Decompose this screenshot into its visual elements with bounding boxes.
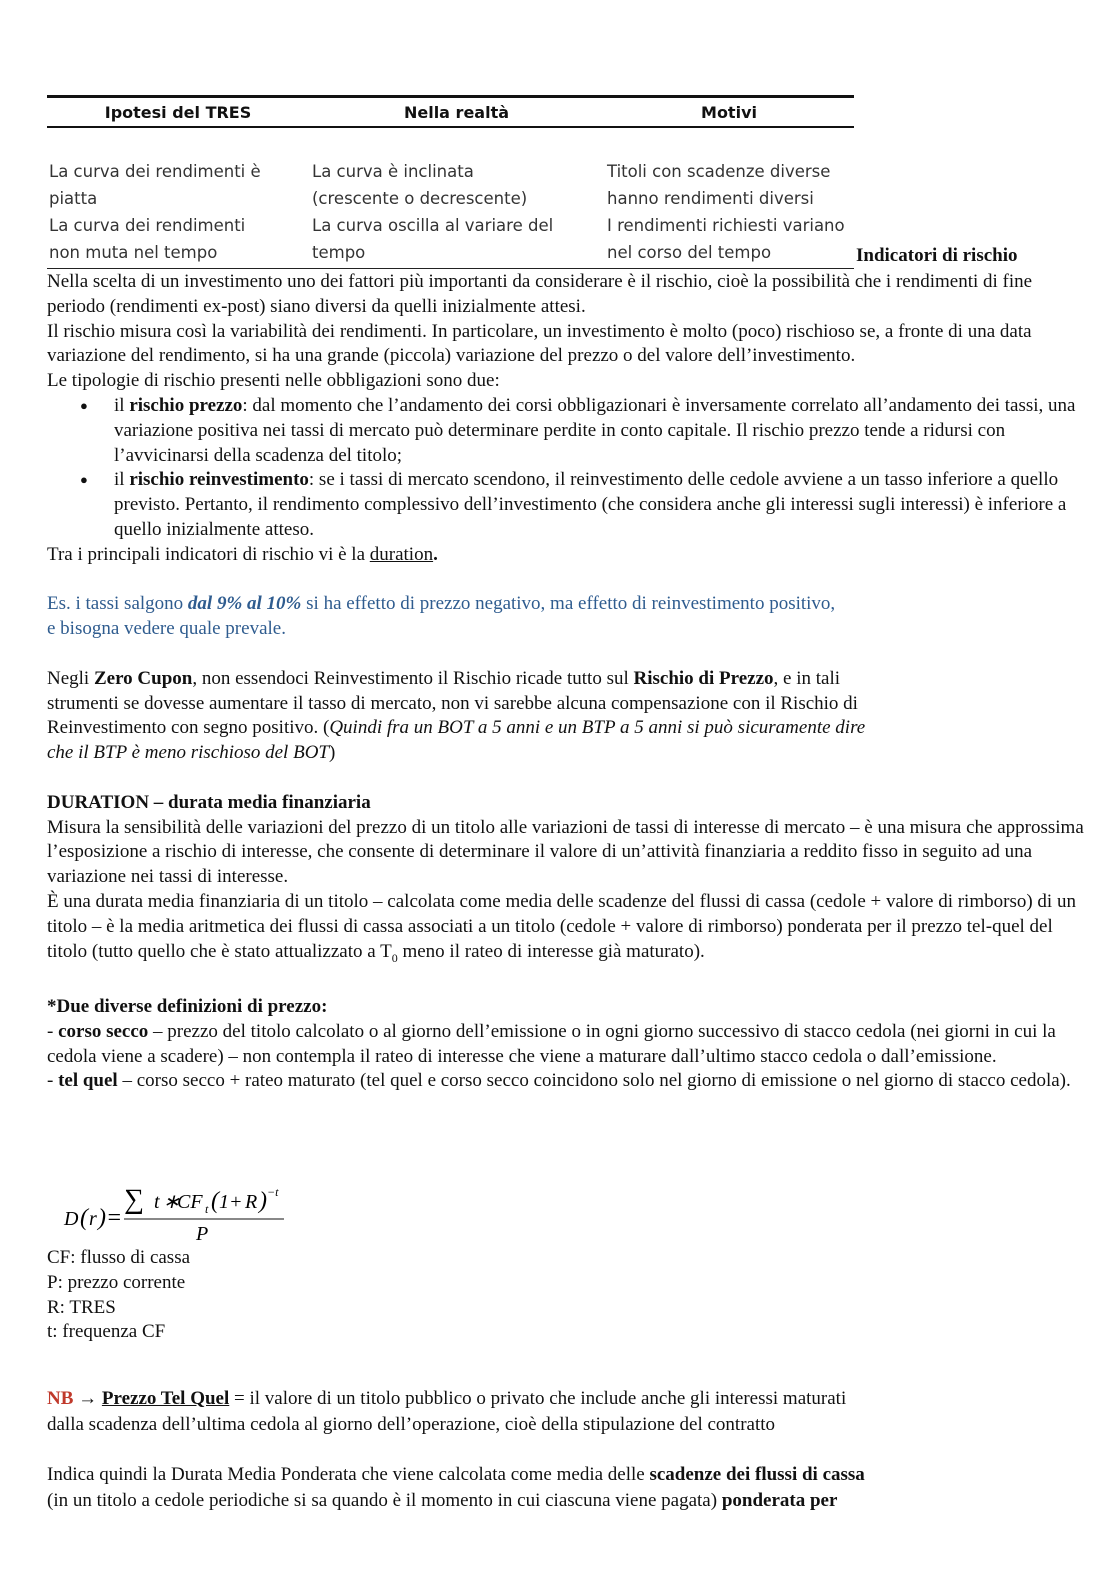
table-cell-line: non muta nel tempo (49, 243, 218, 262)
list-item (47, 468, 1087, 542)
list-item-prefix: il (114, 469, 130, 491)
text-run: – corso secco + rateo maturato (tel quel e corso secco coincidono solo nel giorno di emissione o nel giorno di stacco cedola). (117, 1070, 1071, 1092)
text-run: dalla scadenza dell’ultima cedola al giorno dell’operazione, cioè della stipulazione del contratto (47, 1414, 776, 1435)
risk-indicators-heading: Indicatori di rischio (856, 245, 1018, 266)
list-item (47, 394, 1087, 468)
text-run: Indica quindi la Durata Media Ponderata che viene calcolata come media delle (47, 1464, 650, 1485)
table-cell-line: (crescente o decrescente) (312, 189, 528, 208)
table-cell-line: tempo (312, 243, 366, 262)
zero-coupon-paragraph (47, 667, 1087, 766)
text-run: che il BTP è meno rischioso del BOT (47, 742, 329, 764)
paragraph: Nella scelta di un investimento uno dei fattori più importanti da considerare è il rischio, cioè la possibilità che i rendimenti di fine periodo (rendimenti ex-post) siano diversi da quelli inizialmente attesi. (47, 271, 1033, 317)
term-zero-cupon: Zero Cupon (93, 667, 193, 689)
table-bottom-rule (47, 268, 854, 269)
text-run: , non essendoci Reinvestimento il Rischio ricade tutto sul (192, 667, 634, 689)
bold-phrase: scadenze dei flussi di cassa (649, 1464, 865, 1485)
text-run: . (433, 543, 438, 565)
nb-label: NB (47, 1388, 74, 1409)
text-run: Negli (47, 667, 94, 689)
term-tel-quel: tel quel (58, 1070, 118, 1092)
formula-lhs: D (64, 1208, 79, 1230)
nb-paragraph (47, 1386, 1087, 1438)
formula-paren: ( (211, 1188, 219, 1214)
text-run: ) (328, 742, 336, 764)
list-item-text: : dal momento che l’andamento dei corsi obbligazionari è inversamente correlato all’andamento dei tassi, una variazione positiva nei tassi di mercato può determinare perdite in conto capitale. Il rischio prezzo tende a ridursi con l’avvicinarsi della scadenza del titolo; (114, 394, 1076, 466)
term-reinvestment-risk: rischio reinvestimento (129, 469, 309, 491)
table-cell-line: La curva dei rendimenti è (49, 162, 261, 181)
term-price-risk: Rischio di Prezzo (633, 667, 774, 689)
list-item-text: : se i tassi di mercato scendono, il reinvestimento delle cedole avviene a un tasso inferiore a quello previsto. Pertanto, il rendimento complessivo dell’investimento (che considera anche gli interessi sugli interessi) è inferiore a quello inizialmente atteso. (114, 469, 1067, 540)
table-cell-line: I rendimenti richiesti variano (607, 216, 845, 235)
text-run: , e in tali (773, 667, 840, 689)
definition-tel-quel (47, 1069, 1087, 1094)
final-paragraph (47, 1462, 1087, 1514)
table-body (47, 128, 854, 268)
text-run: meno il rateo di interesse già maturato). (397, 940, 705, 962)
legend-item: P: prezzo corrente (47, 1271, 186, 1293)
bold-phrase: ponderata per (721, 1490, 838, 1511)
term-price-risk: rischio prezzo (129, 394, 243, 416)
formula-t: t (154, 1191, 160, 1213)
formula-legend (47, 1246, 190, 1345)
tres-hypotheses-table (47, 95, 854, 269)
table-cell-line: La curva oscilla al variare del (312, 216, 554, 235)
formula-star: ∗ (163, 1191, 180, 1213)
formula-paren: ( (80, 1205, 88, 1231)
text-run: e bisogna vedere quale prevale. (47, 618, 286, 640)
text-run: strumenti se dovesse aumentare il tasso di mercato, non vi sarebbe alcuna compensazione con il Rischio di (47, 692, 858, 714)
text-run: Quindi fra un BOT a 5 anni e un BTP a 5 anni si può sicuramente dire (329, 717, 866, 739)
term-corso-secco: corso secco (58, 1020, 149, 1042)
table-cell-line: La curva è inclinata (312, 162, 474, 181)
duration-formula (62, 1180, 302, 1242)
text-run: Tra i principali indicatori di rischio vi è la (47, 543, 370, 565)
definition-corso-secco (47, 1020, 1087, 1070)
table-cell-line: nel corso del tempo (607, 243, 772, 262)
duration-heading: DURATION – durata media finanziaria (47, 791, 371, 813)
table-header-cell: Nella realtà (403, 102, 510, 122)
table-cell-line: La curva dei rendimenti (49, 216, 246, 235)
list-item-prefix: il (114, 394, 130, 416)
paragraph (47, 543, 1087, 568)
formula-sum: ∑ (124, 1184, 144, 1215)
formula-exponent: −t (267, 1185, 279, 1199)
paragraph: Il rischio misura così la variabilità dei rendimenti. In particolare, un investimento è molto (poco) rischioso se, a fronte di una data variazione del rendimento, si ha una grande (piccola) variazione del prezzo o del valore dell’investimento. (47, 320, 1032, 367)
text-run: si ha effetto di prezzo negativo, ma effetto di reinvestimento positivo, (301, 593, 836, 615)
term-prezzo-tel-quel: Prezzo Tel Quel (101, 1388, 230, 1409)
formula-paren: ) (259, 1188, 267, 1214)
formula-R: R (245, 1191, 258, 1213)
table-column-reasons (604, 158, 854, 266)
text-run: - (47, 1020, 59, 1042)
text-run: - (47, 1070, 59, 1092)
text-run: (in un titolo a cedole periodiche si sa quando è il momento in cui ciascuna viene pagata) (47, 1490, 722, 1511)
table-header-cell: Motivi (701, 102, 757, 122)
table-header-cell: Ipotesi del TRES (104, 102, 252, 122)
paragraph (47, 890, 1087, 970)
formula-paren: )= (98, 1205, 123, 1231)
table-cell-line: hanno rendimenti diversi (607, 189, 814, 208)
formula-denominator: P (196, 1223, 209, 1242)
nb-section (47, 1386, 1087, 1514)
text-run: Es. i tassi salgono (47, 593, 188, 615)
subscript: 0 (391, 950, 398, 965)
table-header-row (47, 98, 854, 126)
table-cell-line: piatta (49, 189, 98, 208)
formula-one: 1+ (219, 1191, 243, 1213)
example-note (47, 592, 1087, 642)
risk-types-list (47, 394, 1087, 543)
legend-item: R: TRES (47, 1296, 116, 1318)
duration-link[interactable]: duration (369, 543, 434, 565)
text-run: = il valore di un titolo pubblico o privato che include anche gli interessi maturati (229, 1388, 847, 1409)
paragraph: Le tipologie di rischio presenti nelle obbligazioni sono due: (47, 370, 500, 392)
text-run: – prezzo del titolo calcolato o al giorno dell’emissione o in ogni giorno successivo di stacco cedola (nei giorni in cui la cedola viene a scadere) – non contempla il rateo di interesse che viene a maturare dall’ultimo stacco cedola o dall’emissione. (47, 1020, 1056, 1067)
legend-item: t: frequenza CF (47, 1321, 166, 1343)
rate-change-emphasis: dal 9% al 10% (187, 593, 302, 615)
formula-sub: t (205, 1202, 209, 1216)
table-column-reality (309, 158, 604, 266)
main-text (47, 270, 1087, 1094)
formula-var: r (89, 1208, 97, 1230)
table-cell-line: Titoli con scadenze diverse (607, 162, 831, 181)
price-definitions-heading: *Due diverse definizioni di prezzo: (47, 995, 328, 1017)
paragraph: Misura la sensibilità delle variazioni del prezzo di un titolo alle variazioni de tassi di interesse di mercato – è una misura che approssima l’esposizione a rischio di interesse, che consente di determinare il valore di un’attività finanziaria a reddito fisso in seguito ad una variazione nei tassi di interesse. (47, 816, 1084, 888)
table-column-hypothesis (47, 158, 309, 266)
text-run: Reinvestimento con segno positivo. ( (47, 717, 330, 739)
arrow-icon: → (78, 1388, 98, 1409)
legend-item: CF: flusso di cassa (47, 1247, 191, 1268)
formula-cf: CF (177, 1191, 203, 1213)
text-run: È una durata media finanziaria di un titolo – calcolata come media delle scadenze del flussi di cassa (cedole + valore di rimborso) di un titolo – è la media aritmetica dei flussi di cassa associati a un titolo (cedole + valore di rimborso) ponderata per il prezzo tel-quel del titolo (tutto quello che è stato attualizzato a T (47, 890, 1076, 962)
